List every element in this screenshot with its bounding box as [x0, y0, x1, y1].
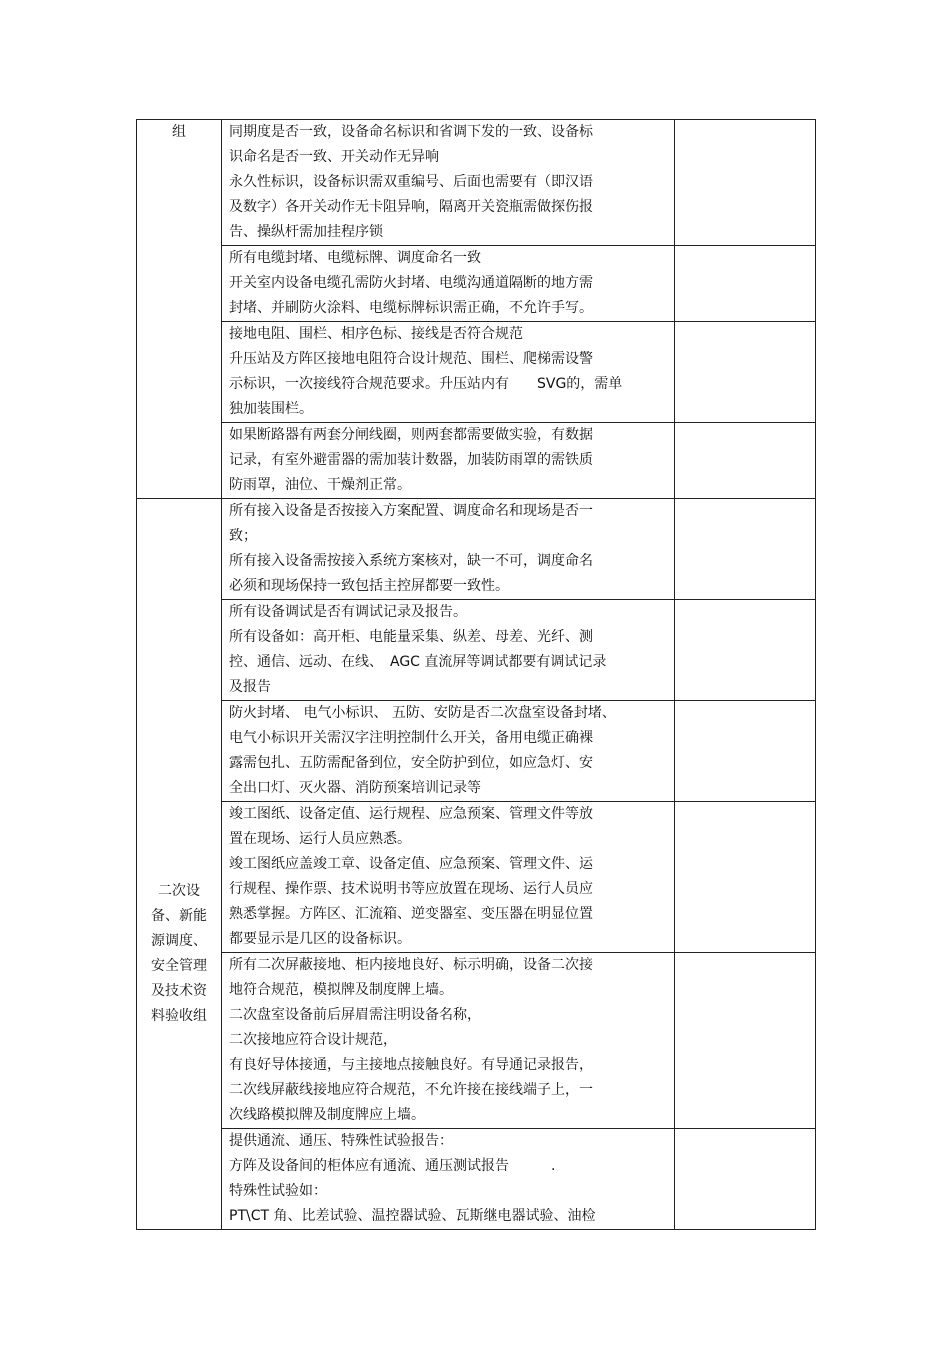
result-cell	[675, 246, 816, 322]
content-line: 识命名是否一致、开关动作无异响	[229, 149, 439, 165]
content-line: 提供通流、通压、特殊性试验报告：	[229, 1133, 453, 1149]
content-line: 露需包扎、五防需配备到位，安全防护到位，如应急灯、安	[229, 755, 593, 771]
content-line: 致；	[229, 528, 257, 544]
content-line: 竣工图纸、设备定值、运行规程、应急预案、管理文件等放	[229, 806, 593, 822]
result-cell	[675, 499, 816, 600]
check-content-cell	[222, 499, 675, 600]
result-cell	[675, 1129, 816, 1230]
content-line: 开关室内设备电缆孔需防火封堵、电缆沟通道隔断的地方需	[229, 275, 593, 291]
result-cell	[675, 120, 816, 246]
content-line: 二次线屏蔽线接地应符合规范，不允许接在接线端子上，一	[229, 1082, 593, 1098]
content-line: 电气小标识开关需汉字注明控制什么开关，备用电缆正确裸	[229, 730, 593, 746]
content-line: 地符合规范，模拟牌及制度牌上墙。	[229, 982, 453, 998]
content-line: 特殊性试验如：	[229, 1183, 327, 1199]
group-label-line: 安全管理	[151, 958, 207, 974]
content-line: 熟悉掌握。方阵区、汇流箱、逆变器室、变压器在明显位置	[229, 906, 593, 922]
content-line: 及报告	[229, 679, 271, 695]
result-cell	[675, 600, 816, 701]
table-row	[137, 600, 816, 701]
content-line: 封堵、并刷防火涂料、电缆标牌标识需正确，不允许手写。	[229, 300, 593, 316]
table-row	[137, 1129, 816, 1230]
group-label-line: 及技术资	[151, 983, 207, 999]
table-row	[137, 246, 816, 322]
content-line: 次线路模拟牌及制度牌应上墙。	[229, 1107, 425, 1123]
result-cell	[675, 953, 816, 1129]
content-line: 必须和现场保持一致包括主控屏都要一致性。	[229, 578, 509, 594]
result-cell	[675, 701, 816, 802]
result-cell	[675, 802, 816, 953]
content-line: 独加装围栏。	[229, 401, 313, 417]
content-line: 所有设备如：高开柜、电能量采集、纵差、母差、光纤、测	[229, 629, 593, 645]
content-line: 都要显示是几区的设备标识。	[229, 931, 411, 947]
group-label: 组	[172, 124, 186, 140]
content-line: 二次接地应符合设计规范，	[229, 1032, 397, 1048]
check-content-cell	[222, 1129, 675, 1230]
check-content-cell	[222, 120, 675, 246]
group-label-line: 二次设	[158, 883, 200, 899]
check-content-cell	[222, 953, 675, 1129]
check-content-cell	[222, 701, 675, 802]
content-line: 所有二次屏蔽接地、柜内接地良好、标示明确，设备二次接	[229, 957, 593, 973]
content-line: 二次盘室设备前后屏眉需注明设备名称，	[229, 1007, 481, 1023]
table-row	[137, 802, 816, 953]
group-cell-primary	[137, 120, 222, 499]
content-line: 升压站及方阵区接地电阻符合设计规范、围栏、爬梯需设警	[229, 351, 593, 367]
content-line: 方阵及设备间的柜体应有通流、通压测试报告 .	[229, 1158, 556, 1174]
check-content-cell	[222, 322, 675, 423]
result-cell	[675, 423, 816, 499]
group-label-line: 料验收组	[151, 1008, 207, 1024]
check-content-cell	[222, 600, 675, 701]
content-line: 同期度是否一致，设备命名标识和省调下发的一致、设备标	[229, 124, 593, 140]
content-line: 所有电缆封堵、电缆标牌、调度命名一致	[229, 250, 481, 266]
content-line: 示标识，一次接线符合规范要求。升压站内有 SVG的，需单	[229, 376, 623, 392]
content-line: 控、通信、远动、在线、 AGC 直流屏等调试都要有调试记录	[229, 654, 607, 670]
table-row	[137, 423, 816, 499]
group-label-line: 备、新能	[151, 908, 207, 924]
result-cell	[675, 322, 816, 423]
table-row	[137, 953, 816, 1129]
table-row	[137, 120, 816, 246]
group-label-line: 源调度、	[151, 933, 207, 949]
content-line: 竣工图纸应盖竣工章、设备定值、应急预案、管理文件、运	[229, 856, 593, 872]
content-line: PT\CT 角、比差试验、温控器试验、瓦斯继电器试验、油检	[229, 1208, 596, 1224]
check-content-cell	[222, 246, 675, 322]
content-line: 行规程、操作票、技术说明书等应放置在现场、运行人员应	[229, 881, 593, 897]
content-line: 所有设备调试是否有调试记录及报告。	[229, 604, 467, 620]
content-line: 有良好导体接通，与主接地点接触良好。有导通记录报告，	[229, 1057, 593, 1073]
content-line: 防火封堵、 电气小标识、 五防、安防是否二次盘室设备封堵、	[229, 705, 616, 721]
content-line: 接地电阻、围栏、相序色标、接线是否符合规范	[229, 326, 523, 342]
content-line: 永久性标识，设备标识需双重编号、后面也需要有（即汉语	[229, 174, 593, 190]
content-line: 所有接入设备是否按接入方案配置、调度命名和现场是否一	[229, 503, 593, 519]
group-cell-secondary	[137, 499, 222, 1230]
content-line: 记录，有室外避雷器的需加装计数器，加装防雨罩的需铁质	[229, 452, 593, 468]
table-row	[137, 499, 816, 600]
content-line: 如果断路器有两套分闸线圈，则两套都需要做实验，有数据	[229, 427, 593, 443]
content-line: 及数字）各开关动作无卡阻异响，隔离开关瓷瓶需做探伤报	[229, 199, 593, 215]
check-content-cell	[222, 423, 675, 499]
table-row	[137, 322, 816, 423]
content-line: 告、操纵杆需加挂程序锁	[229, 224, 383, 240]
table-row	[137, 701, 816, 802]
content-line: 全出口灯、灭火器、消防预案培训记录等	[229, 780, 481, 796]
check-content-cell	[222, 802, 675, 953]
content-line: 所有接入设备需按接入系统方案核对，缺一不可，调度命名	[229, 553, 593, 569]
acceptance-checklist-table	[136, 119, 816, 1230]
content-line: 防雨罩，油位、干燥剂正常。	[229, 477, 411, 493]
content-line: 置在现场、运行人员应熟悉。	[229, 831, 411, 847]
